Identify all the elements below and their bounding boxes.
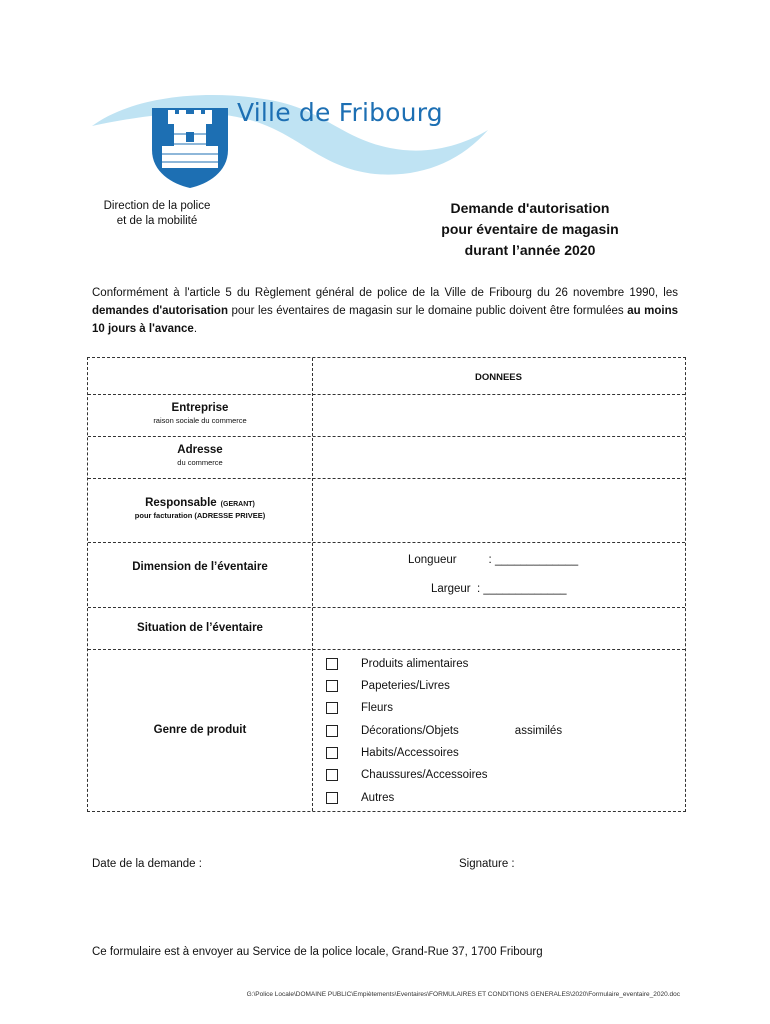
donnees-header: DONNEES <box>475 372 522 383</box>
department-label <box>72 199 242 229</box>
option-label: Chaussures/Accessoires <box>361 769 488 781</box>
entreprise-label-cell <box>88 402 312 425</box>
title-line-2: pour éventaire de magasin <box>441 221 619 237</box>
checkbox[interactable] <box>326 658 338 670</box>
responsable-label-cell <box>88 497 312 520</box>
logo-text: Ville de Fribourg <box>237 98 443 127</box>
row-divider <box>88 649 685 650</box>
option-extra-label: assimilés <box>514 725 563 737</box>
intro-text-3: . <box>193 323 198 335</box>
situation-field[interactable] <box>313 608 685 649</box>
responsable-field[interactable] <box>313 479 685 542</box>
intro-text-1: Conformément à l'article 5 du Règlement général de police de la Ville de Fribourg du 26 novembre 1990, les <box>92 287 678 299</box>
entreprise-sublabel: raison sociale du commerce <box>153 416 247 425</box>
option-produits-alimentaires[interactable] <box>326 656 468 672</box>
responsable-gerant-note: (GERANT) <box>220 501 255 508</box>
row-divider <box>88 542 685 543</box>
situation-label: Situation de l’éventaire <box>137 622 263 634</box>
file-path: G:\Police Locale\DOMAINE PUBLIC\Empiètements\Eventaires\FORMULAIRES ET CONDITIONS GENERALES\2020\Formulaire_eventaire_2020.doc <box>246 991 680 998</box>
option-label: Habits/Accessoires <box>361 747 459 759</box>
adresse-field[interactable] <box>313 437 685 478</box>
department-line-1: Direction de la police <box>103 200 211 212</box>
checkbox[interactable] <box>326 680 338 692</box>
option-label: Fleurs <box>361 702 393 714</box>
date-label: Date de la demande : <box>92 858 202 870</box>
responsable-label-line <box>88 497 312 509</box>
title-line-1: Demande d'autorisation <box>450 200 610 216</box>
option-label: Décorations/Objets <box>361 725 459 737</box>
form-table <box>87 357 686 812</box>
dimension-label: Dimension de l’éventaire <box>132 561 268 573</box>
dimension-label-cell <box>88 561 312 573</box>
option-fleurs[interactable] <box>326 700 393 716</box>
entreprise-field[interactable] <box>313 395 685 436</box>
responsable-sublabel: pour facturation (ADRESSE PRIVEE) <box>134 511 266 520</box>
option-chaussures-accessoires[interactable] <box>326 767 488 783</box>
checkbox[interactable] <box>326 769 338 781</box>
intro-paragraph <box>92 284 678 338</box>
option-label: Papeteries/Livres <box>361 680 450 692</box>
signature-label: Signature : <box>459 858 515 870</box>
option-habits-accessoires[interactable] <box>326 745 459 761</box>
checkbox[interactable] <box>326 725 338 737</box>
title-line-3: durant l’année 2020 <box>464 242 596 258</box>
checkbox[interactable] <box>326 702 338 714</box>
department-line-2: et de la mobilité <box>116 215 198 227</box>
intro-bold-2: au moins 10 jours à l'avance <box>92 305 678 335</box>
option-label: Autres <box>361 792 395 804</box>
adresse-label: Adresse <box>177 444 223 456</box>
checkbox[interactable] <box>326 792 338 804</box>
responsable-label: Responsable <box>145 497 217 509</box>
intro-bold-1: demandes d'autorisation <box>92 305 228 317</box>
situation-label-cell <box>88 622 312 634</box>
send-instructions: Ce formulaire est à envoyer au Service de la police locale, Grand-Rue 37, 1700 Fribourg <box>92 946 543 958</box>
castle-icon <box>152 108 228 188</box>
genre-label-cell <box>88 724 312 736</box>
adresse-label-cell <box>88 444 312 467</box>
option-autres[interactable] <box>326 790 394 806</box>
intro-text-2: pour les éventaires de magasin sur le domaine public doivent être formulées <box>227 305 628 317</box>
entreprise-label: Entreprise <box>171 402 229 414</box>
longueur-field[interactable]: Longueur : _____________ <box>408 554 579 566</box>
genre-label: Genre de produit <box>153 724 247 736</box>
option-label: Produits alimentaires <box>361 658 469 670</box>
option-papeteries-livres[interactable] <box>326 678 450 694</box>
largeur-field[interactable]: Largeur : _____________ <box>431 583 567 595</box>
document-title <box>415 198 645 261</box>
adresse-sublabel: du commerce <box>177 458 223 467</box>
option-decorations-objets[interactable] <box>326 723 562 739</box>
checkbox[interactable] <box>326 747 338 759</box>
